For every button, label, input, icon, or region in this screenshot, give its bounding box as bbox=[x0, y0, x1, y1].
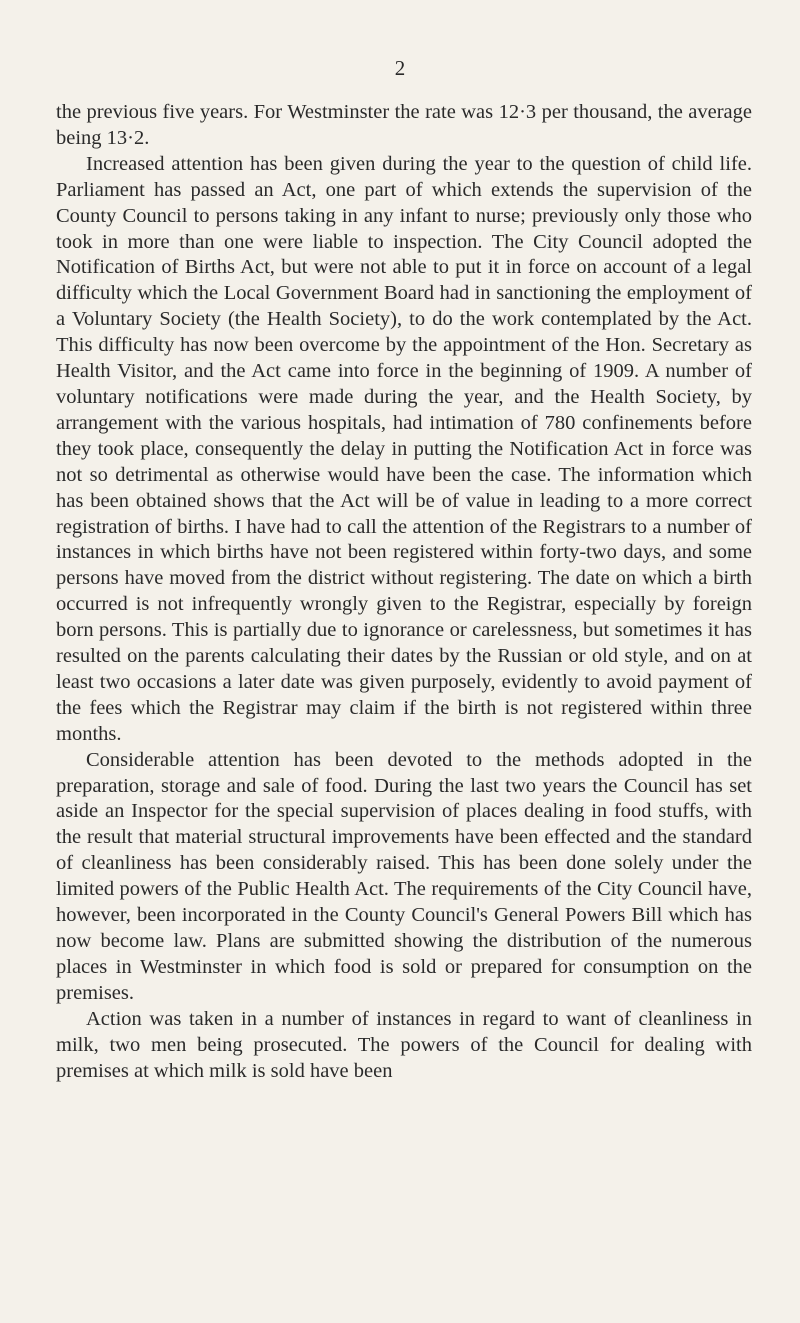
paragraph-food-supervision: Considerable attention has been devoted to the methods adopted in the preparation, storage and sale of food. During the last two years the Council has set aside an Inspector for the special supervision of places dealing in food stuffs, with the result that material structural improvements have been effected and the standard of cleanliness has been considerably raised. This has been done solely under the limited powers of the Public Health Act. The requirements of the City Council have, however, been incorporated in the County Council's General Powers Bill which has now become law. Plans are submitted showing the distribution of the numerous places in Westminster in which food is sold or prepared for consumption on the premises. bbox=[56, 748, 752, 1004]
body-text bbox=[56, 100, 752, 1084]
paragraph-continued-rate: the previous five years. For Westminster the rate was 12·3 per thousand, the average being 13·2. bbox=[56, 101, 752, 149]
paragraph-milk-cleanliness: Action was taken in a number of instances in regard to want of cleanliness in milk, two men being prosecuted. The powers of the Council for dealing with premises at which milk is sold have been bbox=[56, 1007, 752, 1082]
page-number: 2 bbox=[394, 56, 406, 80]
paragraph-child-life: Increased attention has been given during the year to the question of child life. Parliament has passed an Act, one part of which extends the supervision of the County Council to persons taking in any infant to nurse; previously only those who took in more than one were liable to inspection. The City Council adopted the Notification of Births Act, but were not able to put it in force on account of a legal difficulty which the Local Government Board had in sanctioning the employment of a Voluntary Society (the Health Society), to do the work contemplated by the Act. This difficulty has now been overcome by the appointment of the Hon. Secretary as Health Visitor, and the Act came into force in the beginning of 1909. A number of voluntary notifications were made during the year, and the Health Society, by arrangement with the various hospitals, had intimation of 780 confinements before they took place, consequently the delay in putting the Notification Act in force was not so detrimental as otherwise would have been the case. The information which has been obtained shows that the Act will be of value in leading to a more correct registration of births. I have had to call the attention of the Registrars to a number of instances in which births have not been registered within forty-two days, and some persons have moved from the district without registering. The date on which a birth occurred is not infrequently wrongly given to the Registrar, especially by foreign born persons. This is partially due to ignorance or carelessness, but sometimes it has resulted on the parents calculating their dates by the Russian or old style, and on at least two occasions a later date was given purposely, evidently to avoid payment of the fees which the Registrar may claim if the birth is not registered within three months. bbox=[56, 152, 752, 745]
